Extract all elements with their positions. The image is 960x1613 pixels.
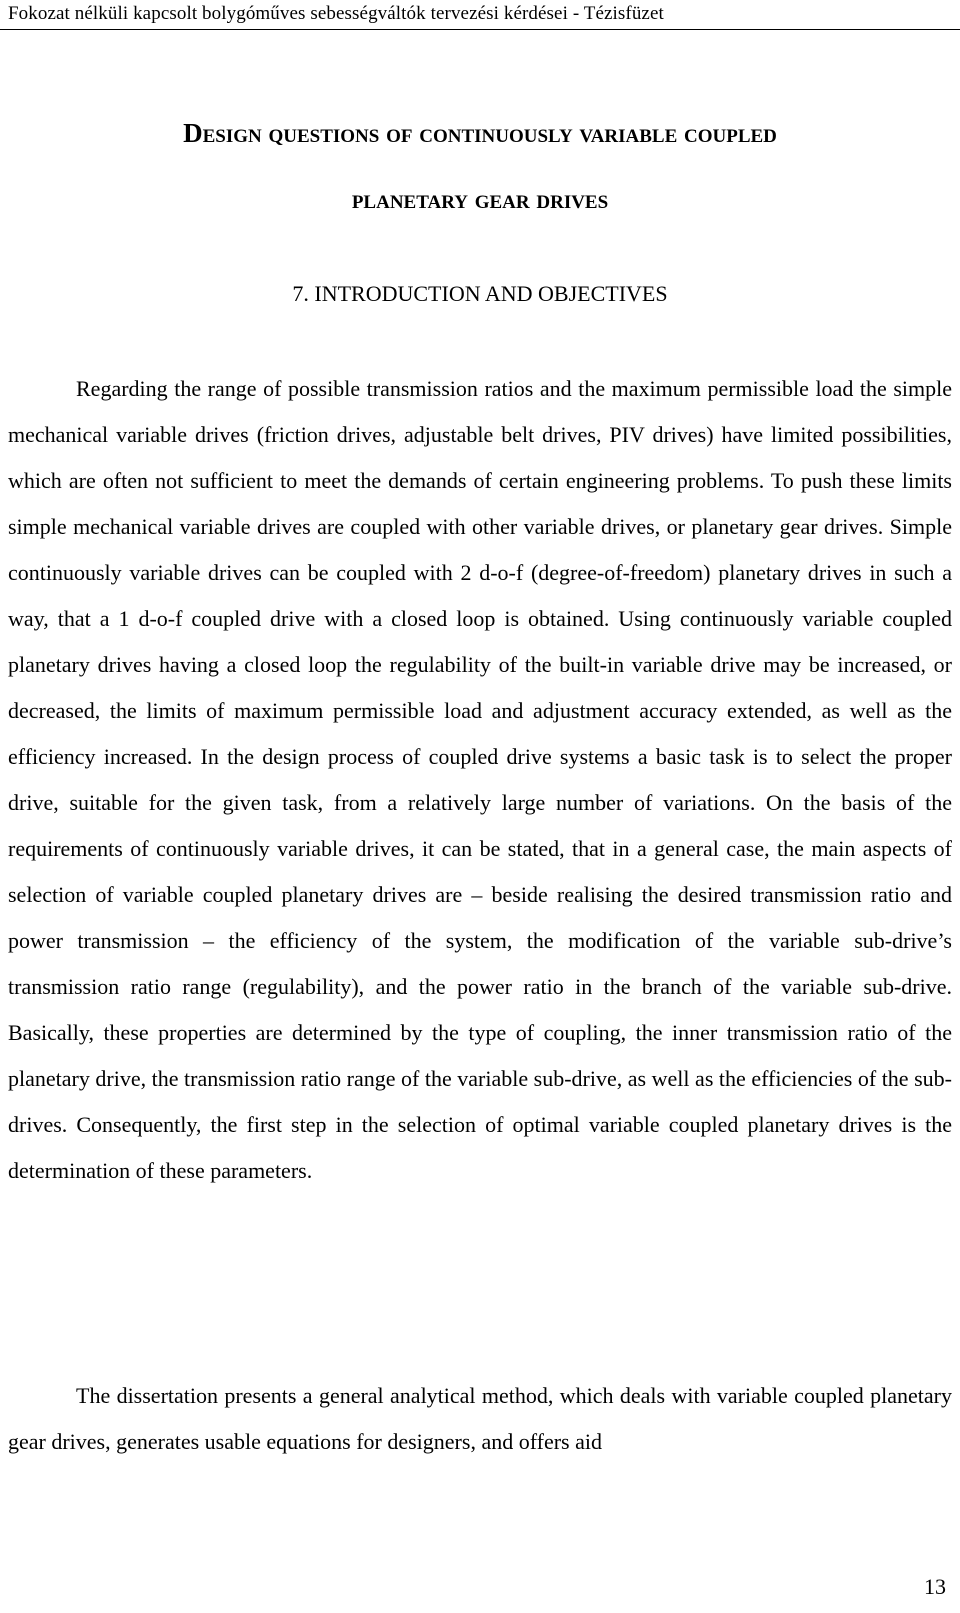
document-title-line-1: Design questions of continuously variable coupled [183, 118, 777, 148]
page-number: 13 [924, 1574, 946, 1599]
body-paragraph-1 [8, 366, 952, 1194]
document-title-line-2: planetary gear drives [351, 184, 609, 214]
paragraph-text: Regarding the range of possible transmission ratios and the maximum permissible load the simple mechanical variable drives (friction drives, adjustable belt drives, PIV drives) have limited possibilities, which are often not sufficient to meet the demands of certain engineering problems. To push these limits simple mechanical variable drives are coupled with other variable drives, or planetary gear drives. Simple continuously variable drives can be coupled with 2 d-o-f (degree-of-freedom) planetary drives in such a way, that a 1 d-o-f coupled drive with a closed loop is obtained. Using continuously variable coupled planetary drives having a closed loop the regulability of the built-in variable drive may be increased, or decreased, the limits of maximum permissible load and adjustment accuracy extended, as well as the efficiency increased. In the design process of coupled drive systems a basic task is to select the proper drive, suitable for the given task, from a relatively large number of variations. On the basis of the requirements of continuously variable drives, it can be stated, that in a general case, the main aspects of selection of variable coupled planetary drives are – beside realising the desired transmission ratio and power transmission – the efficiency of the system, the modification of the variable sub-drive’s transmission ratio range (regulability), and the power ratio in the branch of the variable sub-drive. Basically, these properties are determined by the type of coupling, the inner transmission ratio of the planetary drive, the transmission ratio range of the variable sub-drive, as well as the efficiencies of the sub-drives. Consequently, the first step in the selection of optimal variable coupled planetary drives is the determination of these parameters. [8, 376, 952, 1183]
running-header-title: Fokozat nélküli kapcsolt bolygóműves sebességváltók tervezési kérdései - Tézisfüzet [8, 3, 664, 24]
body-paragraph-2 [8, 1373, 952, 1465]
running-header [0, 0, 960, 30]
paragraph-text: The dissertation presents a general analytical method, which deals with variable coupled planetary gear drives, generates usable equations for designers, and offers aid [8, 1383, 952, 1454]
section-heading: 7. INTRODUCTION AND OBJECTIVES [292, 281, 668, 306]
